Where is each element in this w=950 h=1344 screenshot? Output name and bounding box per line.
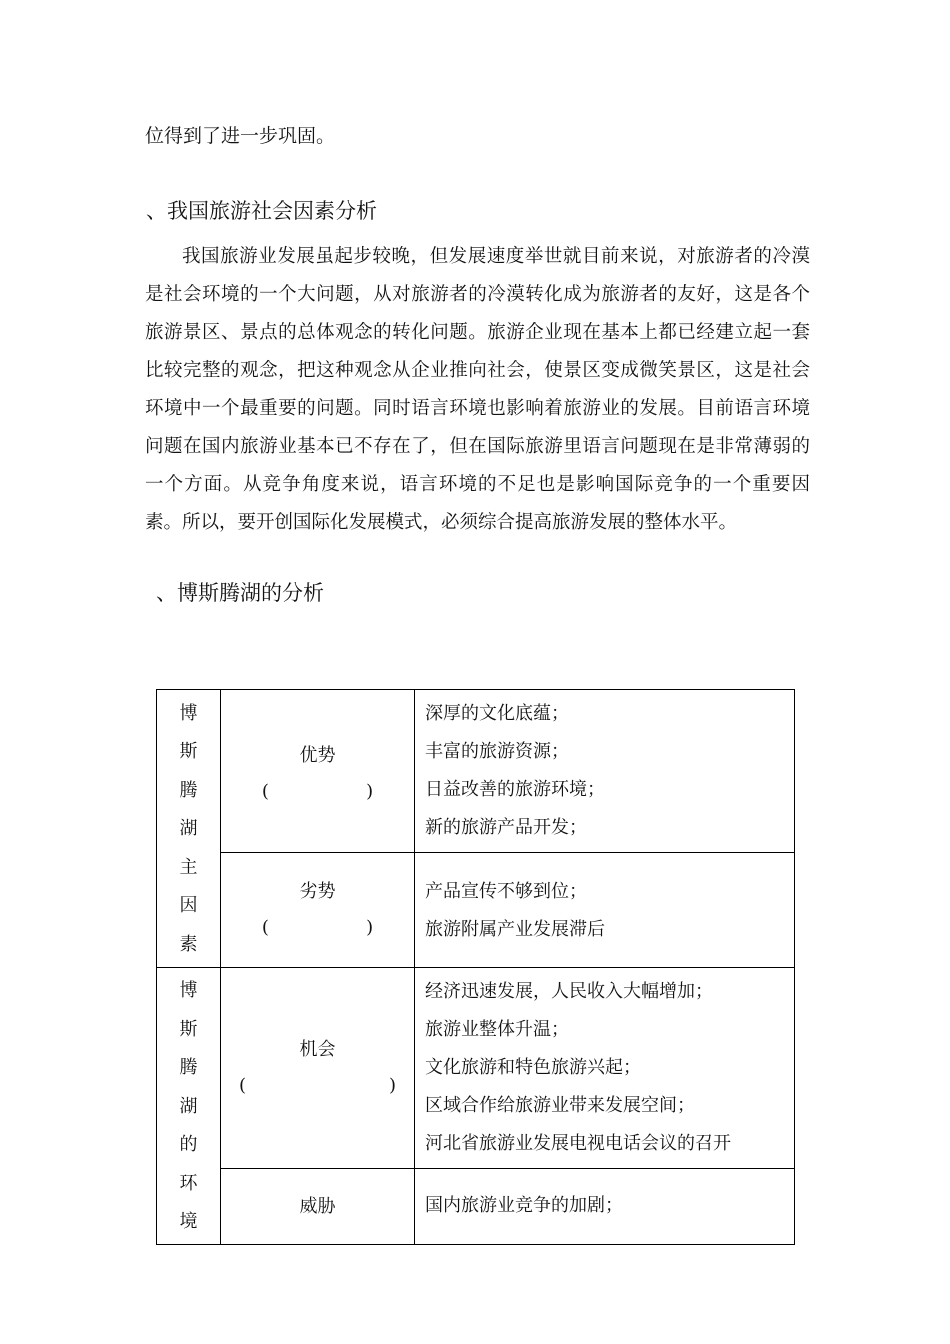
label-char: 因 [179, 895, 198, 917]
list-item: 产品宣传不够到位； [425, 881, 587, 902]
threat-items [415, 1169, 795, 1245]
table-row-weakness [157, 853, 795, 968]
threat-cell [221, 1169, 415, 1245]
swot-table [156, 689, 795, 1245]
label-char: 湖 [179, 818, 198, 840]
opportunity-cell [221, 968, 415, 1169]
social-factors-paragraph: 我国旅游业发展虽起步较晚，但发展速度举世就目前来说，对旅游者的冷漠是社会环境的一个大问题，从对旅游者的冷漠转化成为旅游者的友好，这是各个旅游景区、景点的总体观念的转化问题。旅游企业现在基本上都已经建立起一套比较完整的观念，把这种观念从企业推向社会，使景区变成微笑景区，这是社会环境中一个最重要的问题。同时语言环境也影响着旅游业的发展。目前语言环境问题在国内旅游业基本已不存在了，但在国际旅游里语言问题现在是非常薄弱的一个方面。从竞争角度来说，语言环境的不足也是影响国际竞争的一个重要因素。所以，要开创国际化发展模式，必须综合提高旅游发展的整体水平。 [145, 246, 810, 533]
list-item: 丰富的旅游资源； [425, 741, 569, 762]
list-item: 河北省旅游业发展电视电话会议的召开 [425, 1133, 731, 1154]
list-item: 新的旅游产品开发； [425, 817, 587, 838]
opportunity-paren: ( ) [238, 1075, 397, 1096]
label-char: 博 [179, 980, 198, 1002]
label-char: 博 [179, 702, 198, 724]
list-item: 文化旅游和特色旅游兴起； [425, 1057, 641, 1078]
opportunity-items [415, 968, 795, 1169]
section-heading-bosten-lake: 、博斯腾湖的分析 [156, 581, 324, 605]
label-char: 环 [179, 1172, 198, 1194]
label-char: 境 [179, 1211, 198, 1233]
weakness-items [415, 853, 795, 968]
list-item: 深厚的文化底蕴； [425, 703, 569, 724]
list-item: 日益改善的旅游环境； [425, 779, 605, 800]
label-char: 斯 [179, 741, 198, 763]
continuation-line: 位得到了进一步巩固。 [145, 125, 336, 147]
list-item: 旅游附属产业发展滞后 [425, 919, 605, 940]
label-char: 腾 [179, 779, 198, 801]
list-item: 旅游业整体升温； [425, 1019, 569, 1040]
label-char: 斯 [179, 1018, 198, 1040]
internal-factors-label [157, 690, 221, 968]
weakness-cell [221, 853, 415, 968]
label-char: 素 [179, 933, 198, 955]
list-item: 经济迅速发展，人民收入大幅增加； [425, 981, 713, 1002]
section-heading-social-factors: 、我国旅游社会因素分析 [146, 199, 377, 223]
label-char: 的 [179, 1134, 198, 1156]
label-char: 腾 [179, 1057, 198, 1079]
table-row-threat [157, 1169, 795, 1245]
strength-paren: ( ) [261, 781, 374, 802]
list-item: 国内旅游业竞争的加剧； [425, 1195, 623, 1216]
weakness-label: 劣势 [299, 881, 336, 902]
weakness-paren: ( ) [261, 917, 374, 938]
label-char: 湖 [179, 1095, 198, 1117]
label-char: 主 [179, 856, 198, 878]
threat-label: 威胁 [299, 1195, 336, 1217]
strength-items [415, 690, 795, 853]
strength-label: 优势 [299, 745, 336, 766]
list-item: 区域合作给旅游业带来发展空间； [425, 1095, 695, 1116]
table-row-opportunity [157, 968, 795, 1169]
opportunity-label: 机会 [299, 1039, 336, 1060]
strength-cell [221, 690, 415, 853]
environment-label [157, 968, 221, 1245]
table-row-strength [157, 690, 795, 853]
